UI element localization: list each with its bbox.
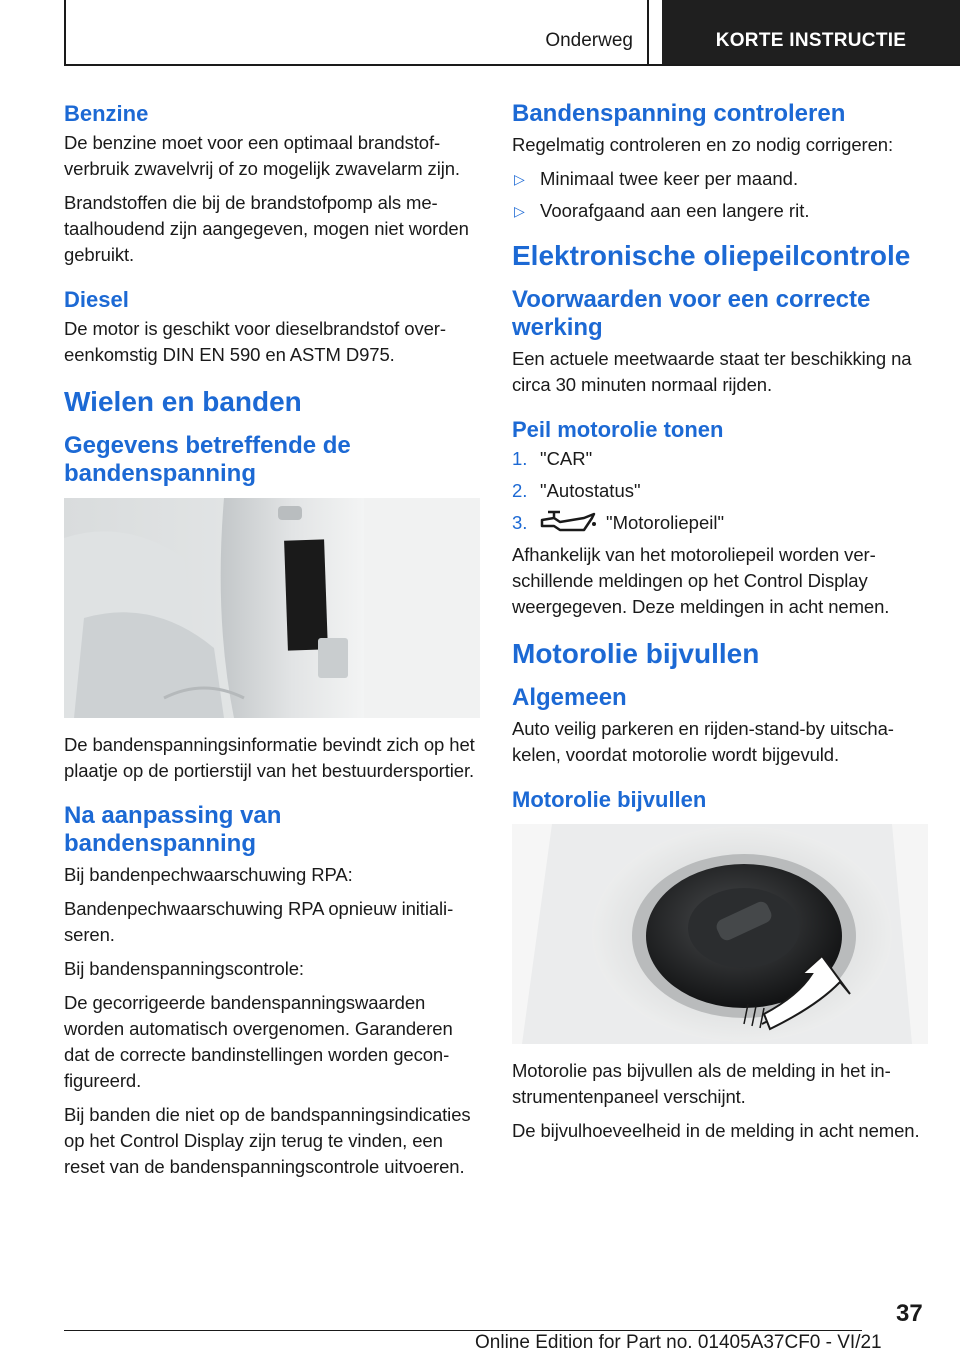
oil-cap-image (512, 824, 928, 1044)
step-text: "CAR" (540, 448, 593, 469)
triangle-right-icon: ▷ (514, 171, 525, 187)
list-item (512, 446, 932, 472)
wheels-heading: Wielen en banden (64, 386, 302, 417)
adjust-paragraph-5: Bij banden die niet op de bandspanningsindicaties op het Control Display zijn terug te vinden, een reset van de bandenspanningscontrole uitvoeren. (64, 1104, 471, 1177)
section-label: Onderweg (545, 30, 633, 51)
page-number: 37 (896, 1300, 923, 1327)
show-oil-heading: Peil motorolie tonen (512, 417, 724, 442)
list-item (512, 478, 932, 504)
step-number: 2. (512, 480, 528, 501)
refill-paragraph-1: Motorolie pas bijvullen als de melding in het instrumentenpaneel verschijnt. (512, 1060, 891, 1107)
list-item (512, 510, 932, 536)
oil-can-icon (540, 510, 596, 536)
benzine-paragraph-2: Brandstoffen die bij de brandstofpomp als metaalhoudend zijn aangegeven, mogen niet worden gebruikt. (64, 192, 469, 265)
conditions-heading: Voorwaarden voor een correcte werking (512, 286, 871, 341)
pressure-data-heading: Gegevens betreffende de bandenspanning (64, 432, 351, 487)
diesel-paragraph: De motor is geschikt voor dieselbrandstof overeenkomstig DIN EN 590 en ASTM D975. (64, 318, 447, 365)
benzine-heading: Benzine (64, 101, 149, 126)
refill-paragraph-2: De bijvulhoeveelheid in de melding in acht nemen. (512, 1120, 920, 1141)
header-chapter-tab (662, 0, 960, 64)
footer-rule (64, 1330, 862, 1331)
step-number: 1. (512, 448, 528, 469)
adjust-paragraph-4: De gecorrigeerde bandenspanningswaarden worden automatisch overgenomen. Garanderen dat de correcte bandinstellingen worden geconfigureerd. (64, 992, 453, 1091)
left-column (64, 100, 476, 1188)
list-item (512, 198, 932, 224)
edition-label: Online Edition for Part no. 01405A37CF0 - VI/21 (475, 1332, 882, 1353)
check-pressure-heading: Bandenspanning controleren (512, 100, 846, 127)
bullet-text: Minimaal twee keer per maand. (540, 168, 799, 189)
check-intro: Regelmatig controleren en zo nodig corrigeren: (512, 134, 894, 155)
refill-heading: Motorolie bijvullen (512, 638, 760, 669)
general-heading: Algemeen (512, 684, 627, 711)
list-item (512, 166, 932, 192)
adjust-paragraph-1: Bij bandenpechwaarschuwing RPA: (64, 864, 353, 885)
general-paragraph: Auto veilig parkeren en rijden-stand-by uitschakelen, voordat motorolie wordt bijgevuld. (512, 718, 894, 765)
oil-control-heading: Elektronische oliepeilcontrole (512, 240, 911, 271)
adjust-heading: Na aanpassing van bandenspanning (64, 802, 282, 857)
triangle-right-icon: ▷ (514, 203, 525, 219)
bullet-text: Voorafgaand aan een langere rit. (540, 200, 810, 221)
oil-cap-illustration (512, 824, 928, 1044)
header-section-tab (64, 0, 649, 66)
chapter-label: KORTE INSTRUCTIE (715, 30, 907, 51)
refill-sub-heading: Motorolie bijvullen (512, 787, 707, 812)
show-oil-paragraph: Afhankelijk van het motoroliepeil worden verschillende meldingen op het Control Display weergegeven. Deze meldingen in acht nemen. (512, 544, 890, 617)
pressure-caption: De bandenspanningsinformatie bevindt zich op het plaatje op de portierstijl van het bestuurdersportier. (64, 734, 475, 781)
door-pillar-image (64, 498, 480, 718)
right-column (512, 100, 932, 1152)
adjust-paragraph-2: Bandenpechwaarschuwing RPA opnieuw initialiseren. (64, 898, 454, 945)
step-text: "Autostatus" (540, 480, 641, 501)
step-text: "Motoroliepeil" (606, 512, 725, 533)
door-pillar-illustration (64, 498, 480, 718)
diesel-heading: Diesel (64, 287, 129, 312)
adjust-paragraph-3: Bij bandenspanningscontrole: (64, 958, 304, 979)
benzine-paragraph-1: De benzine moet voor een optimaal brandstofverbruik zwavelvrij of zo mogelijk zwavelarm zijn. (64, 132, 460, 179)
conditions-paragraph: Een actuele meetwaarde staat ter beschikking na circa 30 minuten normaal rijden. (512, 348, 912, 395)
step-number: 3. (512, 512, 528, 533)
